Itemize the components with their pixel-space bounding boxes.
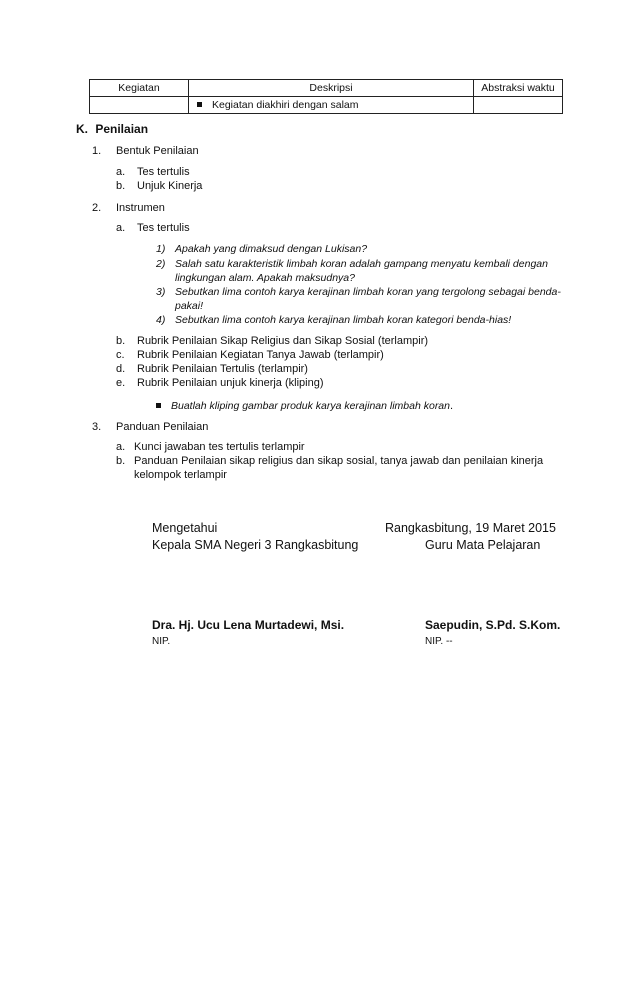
sig-right-name: Saepudin, S.Pd. S.Kom. [425, 618, 561, 632]
question-2-text: Salah satu karakteristik limbah koran adalah gampang menyatu kembali dengan [175, 258, 548, 270]
question-3-number: 3) [156, 286, 166, 298]
question-1-number: 1) [156, 243, 166, 255]
item-1-label: Bentuk Penilaian [116, 145, 199, 157]
header-abstraksi-waktu: Abstraksi waktu [474, 80, 563, 97]
section-title: Penilaian [95, 122, 149, 136]
header-deskripsi: Deskripsi [189, 80, 474, 97]
item-2-label: Instrumen [116, 202, 165, 214]
item-2c-text: Rubrik Penilaian Kegiatan Tanya Jawab (terlampir) [137, 349, 384, 361]
cell-deskripsi [189, 97, 474, 114]
sig-right-line2: Guru Mata Pelajaran [425, 538, 541, 552]
item-1b-text: Unjuk Kinerja [137, 180, 203, 192]
question-2-text-cont: lingkungan alam. Apakah maksudnya? [175, 272, 355, 284]
question-3-text-cont: pakai! [175, 300, 204, 312]
item-2b-text: Rubrik Penilaian Sikap Religius dan Sikap Sosial (terlampir) [137, 335, 429, 347]
question-1-text: Apakah yang dimaksud dengan Lukisan? [175, 243, 368, 255]
item-2e-text: Rubrik Penilaian unjuk kinerja (kliping) [137, 377, 324, 389]
activity-table [89, 79, 563, 114]
question-4-number: 4) [156, 314, 166, 326]
item-2a-text: Tes tertulis [137, 222, 190, 234]
item-2e-letter: e. [116, 377, 126, 389]
cell-deskripsi-text: Kegiatan diakhiri dengan salam [212, 99, 359, 111]
item-3-number: 3. [92, 421, 102, 433]
item-3-label: Panduan Penilaian [116, 421, 209, 433]
item-1a-letter: a. [116, 166, 126, 178]
table-header-row [90, 80, 563, 97]
item-2b-letter: b. [116, 335, 126, 347]
sig-left-nip: NIP. [152, 636, 171, 647]
item-3b-text-cont: kelompok terlampir [134, 469, 227, 481]
item-3a-text: Kunci jawaban tes tertulis terlampir [134, 441, 305, 453]
section-letter: K. [76, 122, 88, 136]
kliping-bullet: Buatlah kliping gambar produk karya kerajinan limbah koran. [156, 400, 453, 412]
item-2a-letter: a. [116, 222, 126, 234]
item-2d-letter: d. [116, 363, 126, 375]
sig-left-name: Dra. Hj. Ucu Lena Murtadewi, Msi. [152, 618, 345, 632]
sig-left-line2: Kepala SMA Negeri 3 Rangkasbitung [152, 538, 359, 552]
question-4-text: Sebutkan lima contoh karya kerajinan limbah koran kategori benda-hias! [175, 314, 512, 326]
question-2-number: 2) [156, 258, 166, 270]
question-3-text: Sebutkan lima contoh karya kerajinan limbah koran yang tergolong sebagai benda- [175, 286, 561, 298]
square-bullet-icon [156, 403, 161, 408]
item-1-number: 1. [92, 145, 102, 157]
section-heading [76, 122, 148, 136]
sig-left-line1: Mengetahui [152, 521, 218, 535]
item-3b-text: Panduan Penilaian sikap religius dan sikap sosial, tanya jawab dan penilaian kinerja [134, 455, 544, 467]
item-3b-letter: b. [116, 455, 126, 467]
table-row [90, 97, 563, 114]
header-kegiatan: Kegiatan [90, 80, 189, 97]
item-3a-letter: a. [116, 441, 126, 453]
sig-right-line1: Rangkasbitung, 19 Maret 2015 [385, 521, 556, 535]
item-1b-letter: b. [116, 180, 126, 192]
cell-kegiatan [90, 97, 189, 114]
kliping-text: Buatlah kliping gambar produk karya kerajinan limbah koran [171, 400, 450, 412]
item-2c-letter: c. [116, 349, 125, 361]
item-1a-text: Tes tertulis [137, 166, 190, 178]
cell-waktu [474, 97, 563, 114]
square-bullet-icon [197, 102, 202, 107]
item-2d-text: Rubrik Penilaian Tertulis (terlampir) [137, 363, 308, 375]
item-2-number: 2. [92, 202, 102, 214]
sig-right-nip: NIP. -- [425, 636, 453, 647]
